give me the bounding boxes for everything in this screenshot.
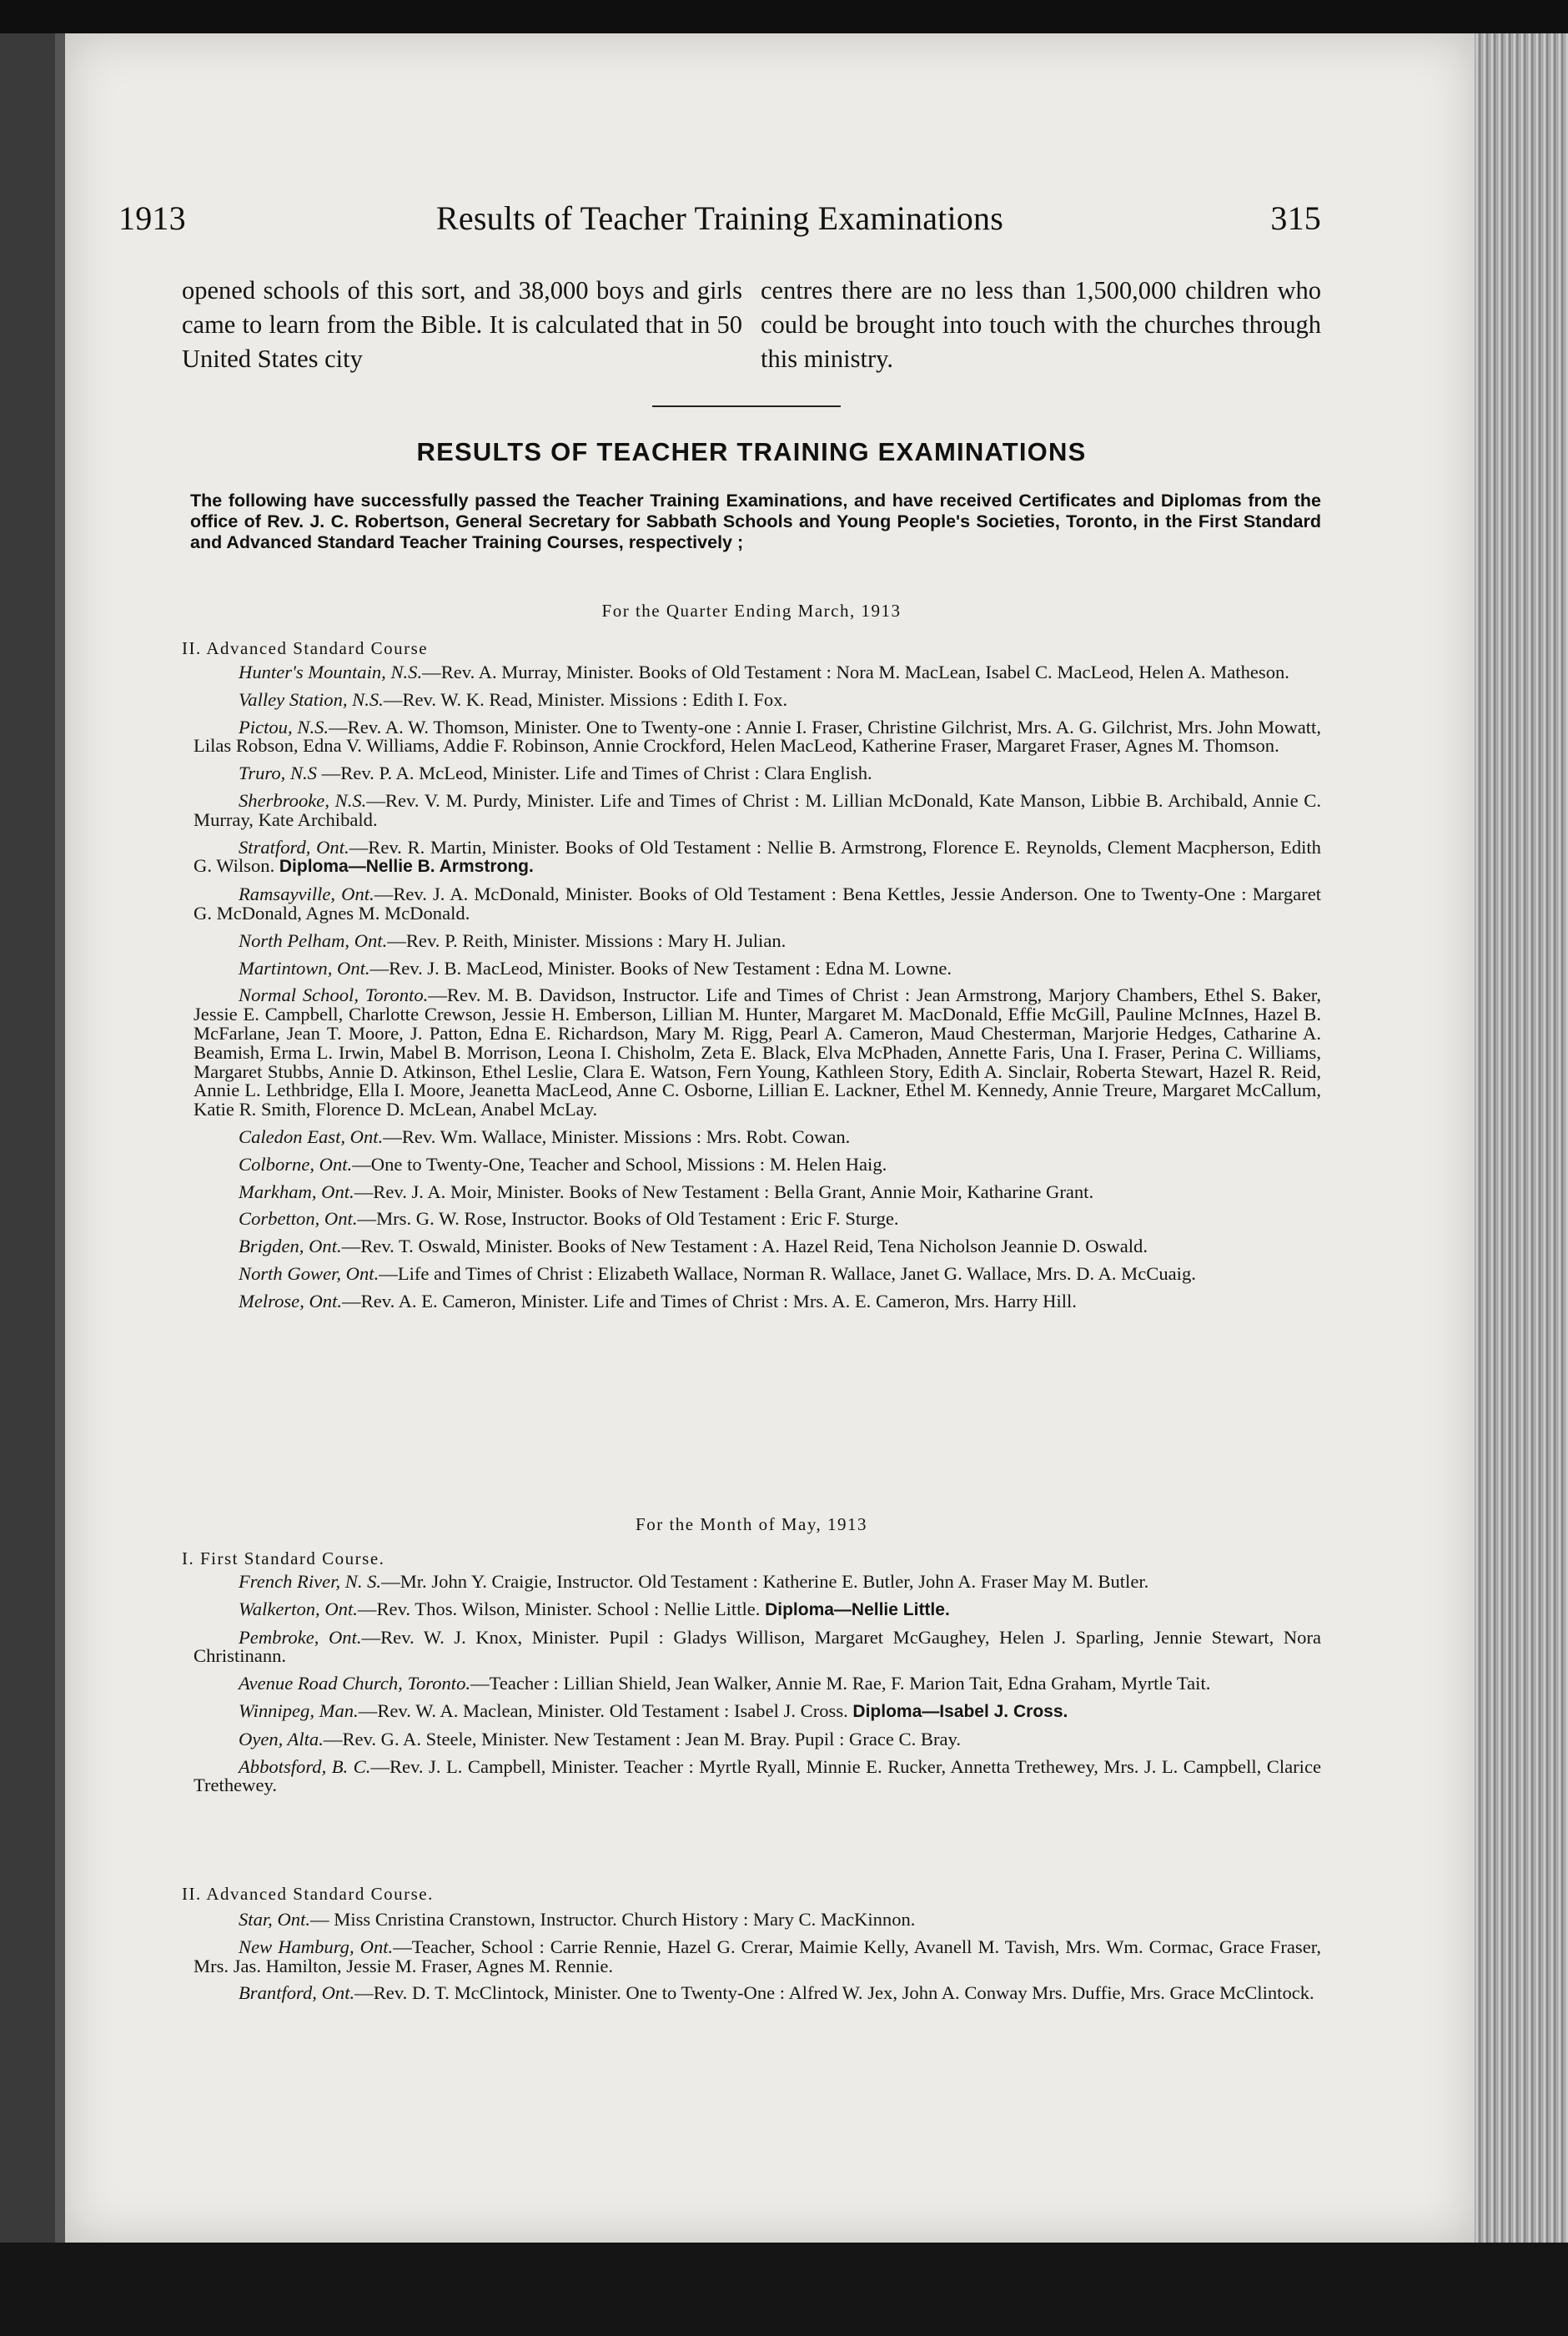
list-item — [193, 838, 1321, 878]
list-item — [193, 1626, 1321, 1667]
entry-list-section-2-first — [193, 1573, 1321, 1804]
page-edges-right — [1475, 33, 1568, 2243]
list-item — [193, 929, 1321, 951]
entry-diploma: Diploma—Nellie Little. — [765, 1599, 950, 1619]
entry-list-section-2-advanced — [193, 1911, 1321, 2011]
entry-text: —Teacher, School : Carrie Rennie, Hazel G. Crerar, Maimie Kelly, Avanell M. Tavish, Mrs. Wm. Cormac, Grace Fraser, Mrs. Jas. Hamilton, Jessie M. Fraser, Agnes M. Rennie. — [193, 1936, 1321, 1976]
scan-top-border — [0, 0, 1568, 33]
intro-column-left: opened schools of this sort, and 38,000 boys and girls came to learn from the Bible. It is calculated that in 50 United States city — [182, 276, 742, 373]
list-item — [193, 1755, 1321, 1796]
entry-place: Pictou, N.S. — [239, 716, 329, 738]
entry-place: French River, N. S. — [239, 1571, 382, 1592]
entry-place: Ramsayville, Ont. — [239, 884, 374, 905]
list-item — [193, 688, 1321, 710]
entry-text: —Rev. R. Martin, Minister. Books of Old Testament : Nellie B. Armstrong, Florence E. Reynolds, Clement Macpherson, Edith G. Wilson. — [193, 836, 1321, 877]
entry-place: Caledon East, Ont. — [239, 1125, 384, 1147]
list-item — [193, 1600, 1321, 1620]
list-item — [193, 1183, 1321, 1202]
list-item — [193, 1210, 1321, 1229]
entry-place: Sherbrooke, N.S. — [239, 789, 367, 811]
entry-place: Brigden, Ont. — [239, 1236, 342, 1257]
entry-text: —Rev. J. B. MacLeod, Minister. Books of New Testament : Edna M. Lowne. — [369, 957, 952, 979]
entry-text: —Rev. P. A. McLeod, Minister. Life and Times of Christ : Clara English. — [316, 763, 872, 784]
entry-place: Abbotsford, B. C. — [239, 1755, 371, 1777]
entry-diploma: Diploma—Nellie B. Armstrong. — [279, 857, 534, 877]
entry-place: Brantford, Ont. — [239, 1982, 355, 2004]
list-item — [193, 663, 1321, 682]
entry-text: —Life and Times of Christ : Elizabeth Wallace, Norman R. Wallace, Janet G. Wallace, Mrs. D. A. McCuaig. — [379, 1262, 1196, 1284]
entry-place: Normal School, Toronto. — [239, 984, 429, 1006]
entry-text: —Rev. W. K. Read, Minister. Missions : Edith I. Fox. — [383, 688, 788, 710]
entry-place: Pembroke, Ont. — [239, 1626, 362, 1648]
list-item — [193, 1911, 1321, 1930]
list-item — [193, 1155, 1321, 1175]
entry-text: —Rev. Thos. Wilson, Minister. School : Nellie Little. — [357, 1598, 766, 1619]
section-heading-month-may: For the Month of May, 1913 — [636, 1514, 867, 1534]
page-number: 315 — [1270, 199, 1321, 237]
entry-text: —Rev. P. Reith, Minister. Missions : Mary H. Julian. — [387, 929, 787, 951]
list-item — [193, 885, 1321, 924]
entry-text: —Mr. John Y. Craigie, Instructor. Old Testament : Katherine E. Butler, John A. Fraser May M. Butler. — [381, 1571, 1149, 1592]
entry-place: North Pelham, Ont. — [239, 929, 388, 951]
entry-place: Valley Station, N.S. — [239, 688, 384, 710]
section-heading-quarter-march: For the Quarter Ending March, 1913 — [601, 601, 902, 621]
entry-text: —One to Twenty-One, Teacher and School, Missions : M. Helen Haig. — [352, 1153, 887, 1175]
entry-text: —Rev. G. A. Steele, Minister. New Testament : Jean M. Bray. Pupil : Grace C. Bray. — [323, 1728, 962, 1749]
course-heading-advanced: II. Advanced Standard Course — [182, 638, 429, 658]
intro-column-right: centres there are no less than 1,500,000 children who could be brought into touch with the churches through this ministry. — [761, 276, 1321, 373]
article-intro: The following have successfully passed the Teacher Training Examinations, and have received Certificates and Diplomas from the office of Rev. J. C. Robertson, General Secretary for Sabbath Schools and Young People's Societies, Toronto, in the First Standard and Advanced Standard Teacher Training Courses, respectively ; — [190, 491, 1321, 552]
list-item — [193, 1573, 1321, 1592]
entry-text: —Teacher : Lillian Shield, Jean Walker, Annie M. Rae, F. Marion Tait, Edna Graham, Myrtle Tait. — [470, 1673, 1211, 1694]
list-item — [193, 764, 1321, 783]
entry-text: —Rev. A. W. Thomson, Minister. One to Twenty-one : Annie I. Fraser, Christine Gilchrist, Mrs. A. G. Gilchrist, Mrs. John Mowatt, Lilas Robson, Edna V. Williams, Addie F. Robinson, Annie Crockford, Helen MacLeod, Katherine Fraser, Margaret Fraser, Agnes M. Thomson. — [193, 716, 1321, 757]
entry-place: Star, Ont. — [239, 1909, 310, 1930]
list-item — [193, 1984, 1321, 2003]
entry-place: Melrose, Ont. — [239, 1290, 343, 1311]
entry-place: Colborne, Ont. — [239, 1153, 353, 1175]
entry-text: —Mrs. G. W. Rose, Instructor. Books of Old Testament : Eric F. Sturge. — [357, 1208, 899, 1230]
running-head-title: Results of Teacher Training Examinations — [436, 199, 1003, 237]
entry-place: Walkerton, Ont. — [239, 1598, 358, 1619]
scan-bottom-border — [0, 2243, 1568, 2336]
list-item — [193, 1262, 1321, 1284]
entry-place: New Hamburg, Ont. — [239, 1936, 394, 1957]
entry-text: —Rev. A. Murray, Minister. Books of Old Testament : Nora M. MacLean, Isabel C. MacLeod, Helen A. Matheson. — [422, 662, 1289, 682]
entry-place: Markham, Ont. — [239, 1181, 354, 1202]
entry-text: —Rev. M. B. Davidson, Instructor. Life and Times of Christ : Jean Armstrong, Marjory Chambers, Ethel S. Baker, Jessie E. Campbell, Charlotte Crewson, Jessie H. Emberson, Lillian M. Hunter, Margaret M. MacDonald, Effie McGill, Pauline McInnes, Hazel B. McFarlane, Jean T. Moore, J. Patton, Edna E. Richardson, Mary M. Rigg, Pearl A. Cameron, Maud Chesterman, Marjorie Hedges, Catharine A. Beamish, Erma L. Irwin, Mabel B. Morrison, Leona I. Chisholm, Zeta E. Black, Elva McPhaden, Annette Faris, Una I. Fraser, Perina C. Williams, Margaret Stubbs, Annie D. Atkinson, Ethel Leslie, Clara E. Watson, Fern Young, Kathleen Story, Edith A. Sinclair, Roberta Stewart, Hazel R. Reid, Annie L. Lethbridge, Ella I. Moore, Jeanetta MacLeod, Anne C. Osborne, Lillian E. Lackner, Ethel M. Kennedy, Annie Treure, Margaret McCallum, Katie R. Smith, Florence D. McLean, Anabel McLay. — [193, 984, 1322, 1120]
entry-text: —Rev. D. T. McClintock, Minister. One to Twenty-One : Alfred W. Jex, John A. Conway Mrs. Duffie, Mrs. Grace McClintock. — [354, 1982, 1314, 2004]
entry-text: —Rev. T. Oswald, Minister. Books of New Testament : A. Hazel Reid, Tena Nicholson Jeannie D. Oswald. — [341, 1236, 1148, 1257]
entry-text: —Rev. W. J. Knox, Minister. Pupil : Gladys Willison, Margaret McGaughey, Helen J. Sparling, Jennie Stewart, Nora Christinann. — [193, 1626, 1321, 1667]
entry-list-section-1 — [193, 663, 1321, 1320]
entry-text: —Rev. V. M. Purdy, Minister. Life and Times of Christ : M. Lillian McDonald, Kate Manson, Libbie B. Archibald, Annie C. Murray, Kate Archibald. — [193, 789, 1321, 830]
entry-place: Martintown, Ont. — [239, 957, 370, 979]
list-item — [193, 1237, 1321, 1256]
entry-place: North Gower, Ont. — [239, 1262, 379, 1284]
list-item — [193, 1292, 1321, 1311]
entry-place: Truro, N.S — [239, 763, 317, 784]
entry-place: Winnipeg, Man. — [239, 1699, 359, 1721]
list-item — [193, 1938, 1321, 1976]
course-heading-first: I. First Standard Course. — [182, 1548, 385, 1568]
list-item — [193, 718, 1321, 757]
list-item — [193, 1699, 1321, 1722]
running-head-year: 1913 — [118, 199, 186, 237]
entry-text: —Rev. A. E. Cameron, Minister. Life and Times of Christ : Mrs. A. E. Cameron, Mrs. Harry Hill. — [342, 1290, 1077, 1311]
entry-text: —Rev. J. A. Moir, Minister. Books of New Testament : Bella Grant, Annie Moir, Katharine Grant. — [354, 1181, 1094, 1202]
entry-text: —Rev. J. A. McDonald, Minister. Books of Old Testament : Bena Kettles, Jessie Anderson. One to Twenty-One : Margaret G. McDonald, Agnes M. McDonald. — [193, 884, 1321, 924]
article-title: RESULTS OF TEACHER TRAINING EXAMINATIONS — [416, 437, 1087, 466]
list-item — [193, 1674, 1321, 1694]
entry-place: Oyen, Alta. — [239, 1728, 324, 1749]
list-item — [193, 1125, 1321, 1147]
list-item — [193, 959, 1321, 979]
entry-text: —Rev. J. L. Campbell, Minister. Teacher : Myrtle Ryall, Minnie E. Rucker, Annetta Trethewey, Mrs. J. L. Campbell, Clarice Trethewey. — [193, 1755, 1321, 1796]
book-gutter-left — [0, 33, 65, 2336]
entry-text: —Rev. W. A. Maclean, Minister. Old Testament : Isabel J. Cross. — [358, 1699, 853, 1721]
list-item — [193, 986, 1321, 1120]
entry-diploma: Diploma—Isabel J. Cross. — [852, 1701, 1068, 1721]
section-divider — [652, 405, 841, 407]
entry-text: — Miss Cnristina Cranstown, Instructor. Church History : Mary C. MacKinnon. — [310, 1909, 916, 1930]
entry-place: Avenue Road Church, Toronto. — [239, 1673, 471, 1694]
list-item — [193, 1730, 1321, 1749]
entry-text: —Rev. Wm. Wallace, Minister. Missions : Mrs. Robt. Cowan. — [383, 1125, 851, 1147]
course-heading-advanced-may: II. Advanced Standard Course. — [182, 1884, 434, 1904]
entry-place: Stratford, Ont. — [239, 836, 349, 858]
entry-place: Hunter's Mountain, N.S. — [239, 662, 423, 682]
entry-place: Corbetton, Ont. — [239, 1208, 358, 1230]
list-item — [193, 789, 1321, 830]
running-head — [118, 199, 1321, 249]
intro-columns — [182, 274, 1321, 376]
